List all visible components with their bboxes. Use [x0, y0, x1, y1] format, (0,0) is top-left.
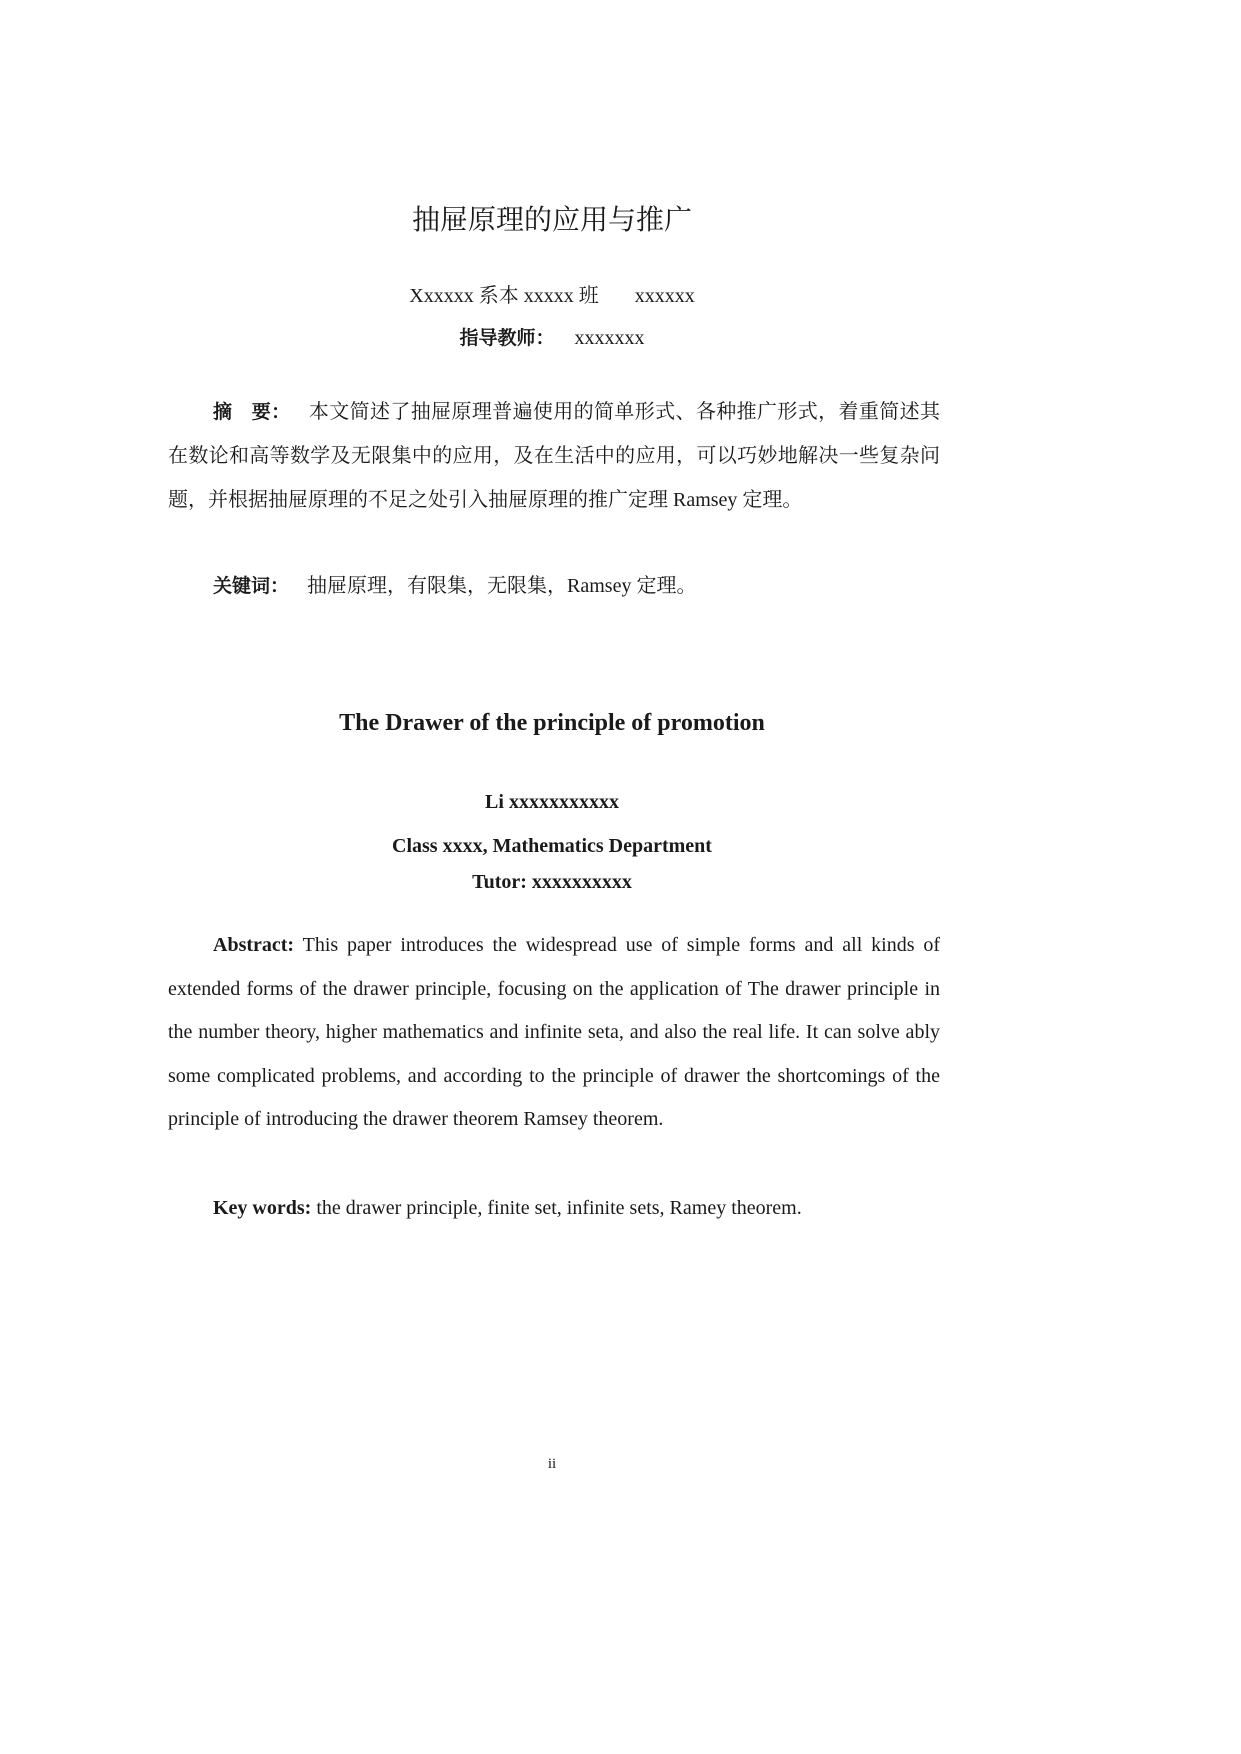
english-abstract — [168, 924, 940, 1142]
page-number: ii — [547, 1456, 557, 1472]
chinese-tutor-name: xxxxxxx — [574, 327, 645, 349]
chinese-keywords-label: 关键词： — [213, 575, 290, 597]
english-author: Li xxxxxxxxxxx — [485, 791, 619, 813]
chinese-title: 抽屉原理的应用与推广 — [411, 203, 692, 236]
english-abstract-text: This paper introduces the widespread use of simple forms and all kinds of extended forms of the drawer principle, focusing on the application of The drawer principle in the number theory, higher mathematics and infinite seta, and also the real life. It can solve ably some complicated problems, and according to the principle of drawer the shortcomings of the principle of introducing the drawer theorem Ramsey theorem. — [168, 934, 941, 1131]
english-class-line: Class xxxx, Mathematics Department — [392, 835, 712, 857]
chinese-department-class: Xxxxxx 系本 xxxxx 班 — [409, 285, 599, 307]
english-tutor-line: Tutor: xxxxxxxxxx — [472, 871, 632, 893]
english-title: The Drawer of the principle of promotion — [339, 710, 765, 736]
chinese-abstract — [168, 390, 940, 522]
english-abstract-label: Abstract: — [213, 934, 295, 956]
chinese-author-name: xxxxxx — [634, 285, 695, 307]
english-keywords-label: Key words: — [213, 1197, 312, 1219]
chinese-abstract-label: 摘 要： — [213, 401, 291, 423]
chinese-keywords-text: 抽屉原理，有限集，无限集，Ramsey 定理。 — [307, 575, 697, 597]
english-keywords-text: the drawer principle, finite set, infinite sets, Ramey theorem. — [316, 1197, 802, 1219]
chinese-tutor-line — [0, 324, 1104, 352]
chinese-abstract-text: 本文简述了抽屉原理普遍使用的简单形式、各种推广形式，着重简述其在数论和高等数学及无限集中的应用，及在生活中的应用，可以巧妙地解决一些复杂问题，并根据抽屉原理的不足之处引入抽屉原理的推广定理 Ramsey 定理。 — [168, 401, 940, 511]
chinese-author-line — [0, 282, 1104, 310]
chinese-tutor-label: 指导教师： — [459, 327, 555, 349]
english-keywords — [168, 1188, 940, 1228]
chinese-keywords — [168, 566, 940, 606]
